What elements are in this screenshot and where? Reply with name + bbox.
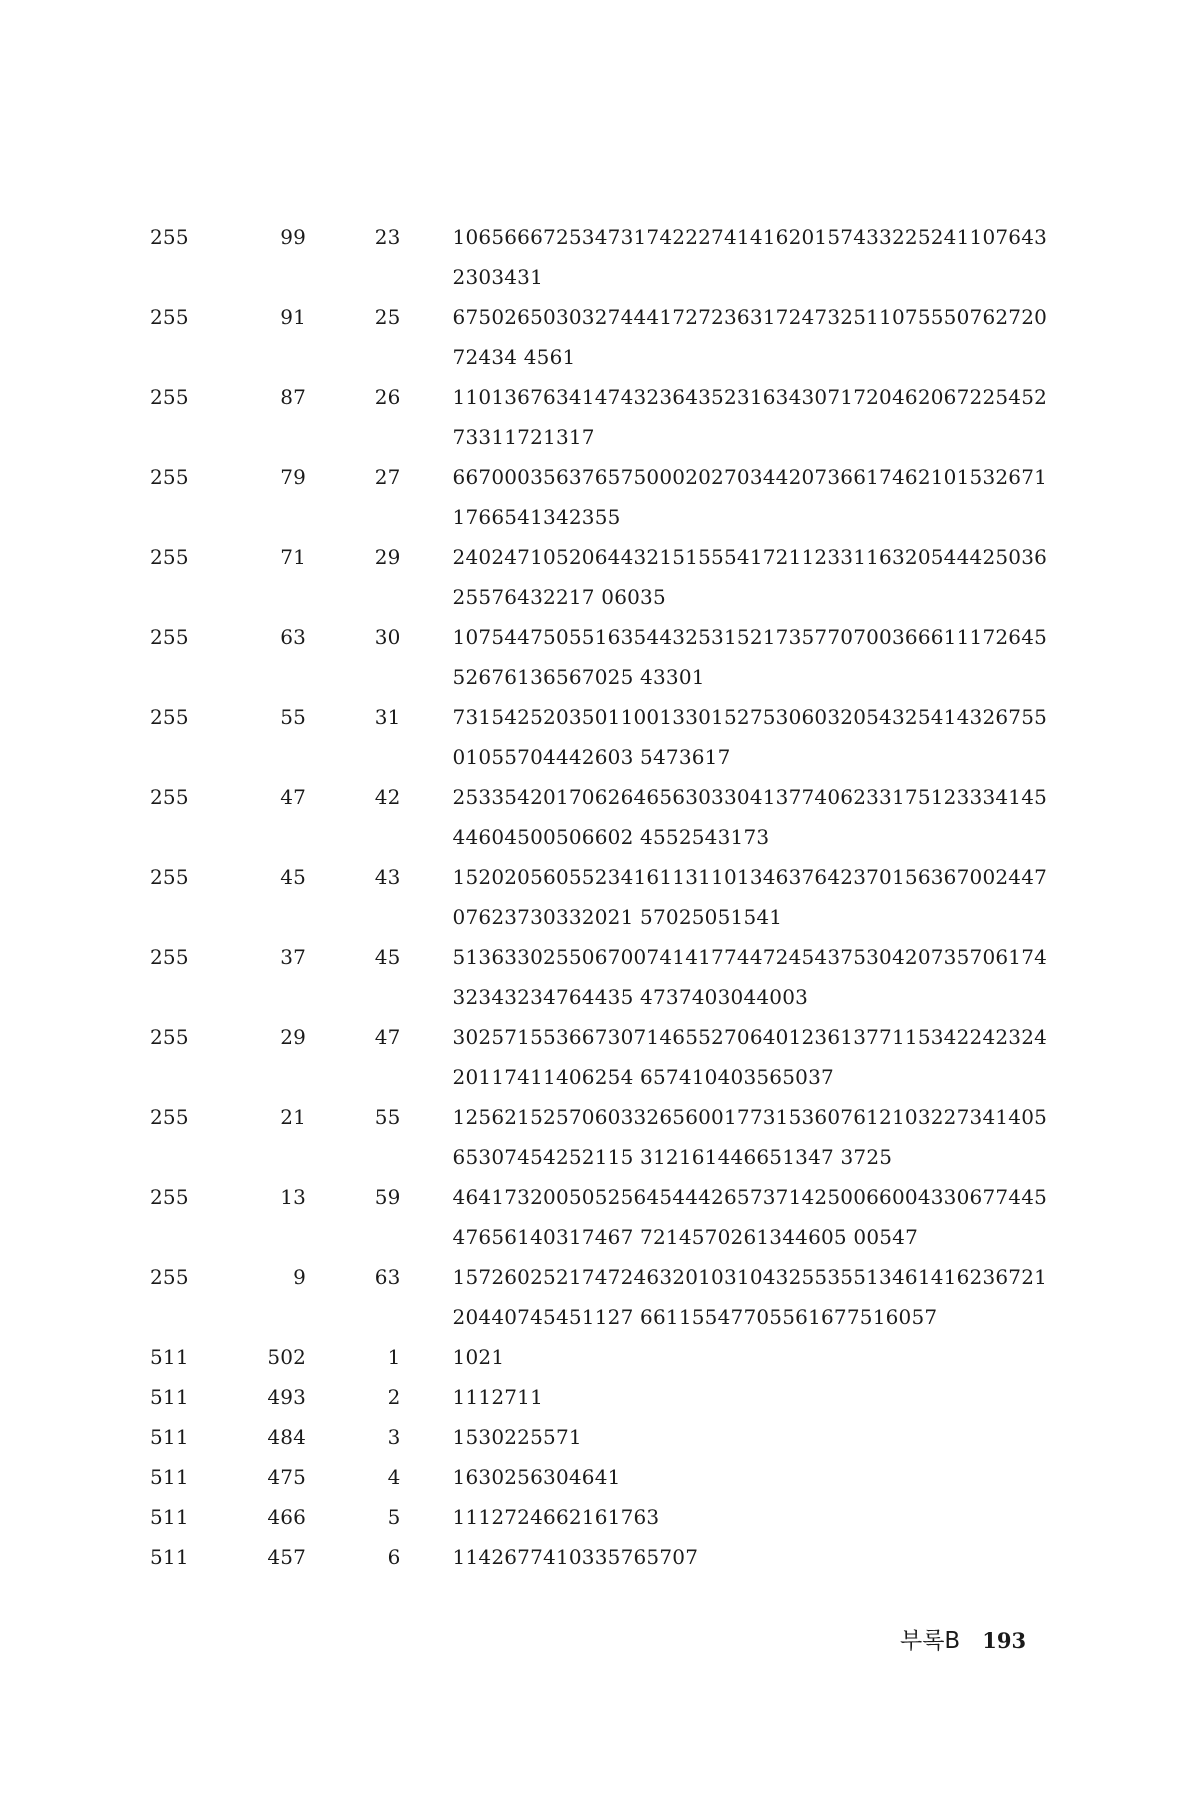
n-value: 255 [150, 225, 189, 249]
generator-polynomial-octal: 1112711 [452, 1385, 544, 1409]
table-row [150, 1177, 1050, 1257]
t-value: 26 [374, 385, 401, 409]
generator-polynomial-octal: 107544750551635443253152173577070036661117264552676136567025 43301 [452, 625, 1048, 689]
n-value: 255 [150, 785, 189, 809]
k-value: 45 [280, 865, 307, 889]
appendix-label: 부록B [900, 1628, 961, 1654]
table-row [150, 1257, 1050, 1337]
generator-polynomial-octal: 125621525706033265600177315360761210322734140565307454252115 312161446651347 3725 [452, 1105, 1048, 1169]
k-value: 13 [280, 1185, 307, 1209]
t-value: 45 [374, 945, 401, 969]
k-value: 9 [293, 1265, 307, 1289]
t-value: 31 [374, 705, 401, 729]
bch-generator-table [150, 217, 1050, 1577]
n-value: 511 [150, 1345, 189, 1369]
k-value: 484 [267, 1425, 307, 1449]
k-value: 475 [267, 1465, 307, 1489]
t-value: 1 [387, 1345, 401, 1369]
n-value: 255 [150, 385, 189, 409]
t-value: 43 [374, 865, 401, 889]
table-row [150, 1537, 1050, 1577]
table-row [150, 857, 1050, 937]
k-value: 87 [280, 385, 307, 409]
generator-polynomial-octal: 675026503032744417272363172473251107555076272072434 4561 [452, 305, 1048, 369]
table-row [150, 1457, 1050, 1497]
n-value: 255 [150, 305, 189, 329]
table-row [150, 697, 1050, 777]
n-value: 511 [150, 1385, 189, 1409]
generator-polynomial-octal: 240247105206443215155541721123311632054442503625576432217 06035 [452, 545, 1048, 609]
t-value: 59 [374, 1185, 401, 1209]
k-value: 79 [280, 465, 307, 489]
generator-polynomial-octal: 1021 [452, 1345, 505, 1369]
n-value: 255 [150, 465, 189, 489]
t-value: 25 [374, 305, 401, 329]
generator-polynomial-octal: 302571553667307146552706401236137711534224232420117411406254 657410403565037 [452, 1025, 1048, 1089]
n-value: 511 [150, 1465, 189, 1489]
page-footer [900, 1622, 1040, 1655]
generator-polynomial-octal: 1112724662161763 [452, 1505, 660, 1529]
generator-polynomial-octal: 513633025506700741417744724543753042073570617432343234764435 4737403044003 [452, 945, 1048, 1009]
generator-polynomial-octal: 10656667253473174222741416201574332252411076432303431 [452, 225, 1048, 289]
t-value: 2 [387, 1385, 401, 1409]
generator-polynomial-octal: 66700035637657500020270344207366174621015326711766541342355 [452, 465, 1048, 529]
table-row [150, 377, 1050, 457]
n-value: 255 [150, 705, 189, 729]
table-row [150, 537, 1050, 617]
generator-polynomial-octal: 464173200505256454442657371425006600433067744547656140317467 7214570261344605 00547 [452, 1185, 1048, 1249]
k-value: 91 [280, 305, 307, 329]
table-row [150, 1377, 1050, 1417]
table-row [150, 217, 1050, 297]
generator-polynomial-octal: 1630256304641 [452, 1465, 621, 1489]
n-value: 511 [150, 1545, 189, 1569]
n-value: 255 [150, 1185, 189, 1209]
table-row [150, 297, 1050, 377]
n-value: 255 [150, 625, 189, 649]
generator-polynomial-octal: 152020560552341611311013463764237015636700244707623730332021 57025051541 [452, 865, 1048, 929]
n-value: 511 [150, 1505, 189, 1529]
generator-polynomial-octal: 253354201706264656303304137740623317512333414544604500506602 4552543173 [452, 785, 1048, 849]
k-value: 47 [280, 785, 307, 809]
t-value: 6 [387, 1545, 401, 1569]
t-value: 3 [387, 1425, 401, 1449]
n-value: 255 [150, 1265, 189, 1289]
k-value: 466 [267, 1505, 307, 1529]
table-row [150, 777, 1050, 857]
table-row [150, 617, 1050, 697]
t-value: 63 [374, 1265, 401, 1289]
n-value: 255 [150, 1025, 189, 1049]
t-value: 23 [374, 225, 401, 249]
table-row [150, 937, 1050, 1017]
page-number: 193 [982, 1628, 1027, 1653]
t-value: 5 [387, 1505, 401, 1529]
table-row [150, 1097, 1050, 1177]
table-row [150, 1497, 1050, 1537]
generator-polynomial-octal: 157260252174724632010310432553551346141623672120440745451127 66115547705561677516057 [452, 1265, 1048, 1329]
generator-polynomial-octal: 1142677410335765707 [452, 1545, 699, 1569]
k-value: 71 [280, 545, 307, 569]
table-row [150, 1337, 1050, 1377]
t-value: 29 [374, 545, 401, 569]
t-value: 4 [387, 1465, 401, 1489]
t-value: 55 [374, 1105, 401, 1129]
t-value: 47 [374, 1025, 401, 1049]
t-value: 30 [374, 625, 401, 649]
generator-polynomial-octal: 731542520350110013301527530603205432541432675501055704442603 5473617 [452, 705, 1048, 769]
n-value: 255 [150, 545, 189, 569]
k-value: 99 [280, 225, 307, 249]
t-value: 27 [374, 465, 401, 489]
t-value: 42 [374, 785, 401, 809]
k-value: 37 [280, 945, 307, 969]
k-value: 29 [280, 1025, 307, 1049]
table-row [150, 457, 1050, 537]
generator-polynomial-octal: 1530225571 [452, 1425, 582, 1449]
n-value: 511 [150, 1425, 189, 1449]
k-value: 63 [280, 625, 307, 649]
n-value: 255 [150, 945, 189, 969]
k-value: 493 [267, 1385, 307, 1409]
n-value: 255 [150, 1105, 189, 1129]
k-value: 21 [280, 1105, 307, 1129]
generator-polynomial-octal: 110136763414743236435231634307172046206722545273311721317 [452, 385, 1048, 449]
table-row [150, 1017, 1050, 1097]
n-value: 255 [150, 865, 189, 889]
k-value: 502 [267, 1345, 307, 1369]
k-value: 55 [280, 705, 307, 729]
table-row [150, 1417, 1050, 1457]
k-value: 457 [267, 1545, 307, 1569]
